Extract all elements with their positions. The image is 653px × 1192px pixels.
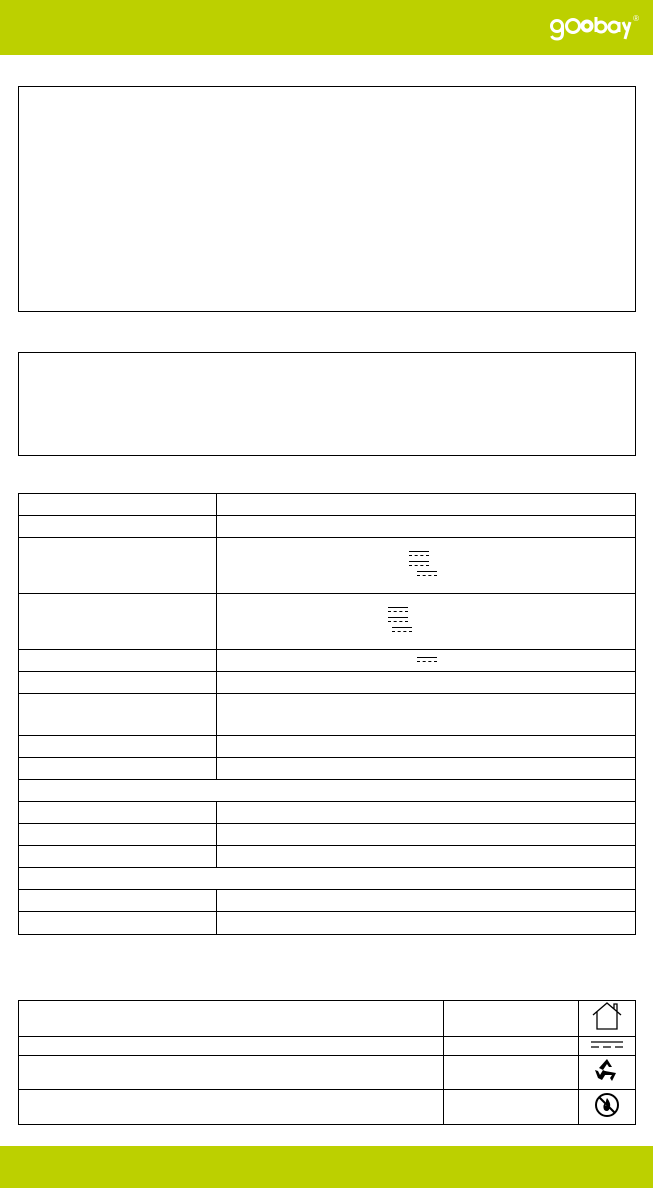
spec-row <box>19 694 636 736</box>
dc-symbol-icon <box>409 561 429 568</box>
registered-mark: ® <box>633 14 639 23</box>
spec-section-cell <box>19 868 636 890</box>
symbol-reference-cell <box>444 1056 579 1090</box>
spec-value-cell <box>217 890 636 912</box>
spec-label-cell <box>19 846 217 868</box>
symbol-description-cell <box>19 1037 444 1056</box>
symbol-icon-cell <box>579 1037 636 1056</box>
symbol-reference-cell <box>444 1037 579 1056</box>
spec-row <box>19 802 636 824</box>
symbol-description-cell <box>19 1056 444 1090</box>
spec-value-cell <box>217 672 636 694</box>
dc-symbol-icon <box>392 627 412 634</box>
spec-row <box>19 538 636 594</box>
spec-section-row <box>19 780 636 802</box>
goobay-logo-mark <box>549 14 633 42</box>
spec-label-cell <box>19 802 217 824</box>
symbol-description-cell <box>19 1090 444 1125</box>
spec-section-row <box>19 868 636 890</box>
spec-label-cell <box>19 494 217 516</box>
spec-value-cell <box>217 846 636 868</box>
spec-label-cell <box>19 650 217 672</box>
dc-symbol-icon <box>388 607 408 614</box>
text-box-middle <box>18 352 636 456</box>
spec-row <box>19 846 636 868</box>
spec-row <box>19 494 636 516</box>
spec-value-cell <box>217 824 636 846</box>
spec-label-cell <box>19 672 217 694</box>
spec-value-cell <box>217 516 636 538</box>
symbol-row <box>19 1090 636 1125</box>
spec-row <box>19 516 636 538</box>
spec-row <box>19 594 636 650</box>
symbol-reference-cell <box>444 1001 579 1037</box>
spec-label-cell <box>19 758 217 780</box>
spec-row <box>19 912 636 935</box>
house-icon <box>590 1001 624 1031</box>
symbol-row <box>19 1037 636 1056</box>
spec-value-cell <box>217 736 636 758</box>
spec-section-cell <box>19 780 636 802</box>
symbols-table <box>18 1000 636 1125</box>
top-brand-bar <box>0 0 653 55</box>
no-fire-icon <box>593 1091 621 1119</box>
symbol-row <box>19 1001 636 1037</box>
dc-symbol-icon <box>409 551 429 558</box>
spec-row <box>19 824 636 846</box>
dc-symbol-icon <box>388 617 408 624</box>
spec-row <box>19 890 636 912</box>
spec-value-cell <box>217 494 636 516</box>
text-box-top <box>18 86 636 312</box>
spec-value-cell <box>217 694 636 736</box>
symbol-row <box>19 1056 636 1090</box>
spec-label-cell <box>19 516 217 538</box>
symbol-description-cell <box>19 1001 444 1037</box>
spec-value-cell <box>217 594 636 650</box>
recycle-icon <box>593 1056 621 1084</box>
symbol-icon-cell <box>579 1056 636 1090</box>
spec-row <box>19 650 636 672</box>
spec-row <box>19 758 636 780</box>
specifications-table <box>18 493 636 935</box>
symbol-icon-cell <box>579 1090 636 1125</box>
spec-label-cell <box>19 736 217 758</box>
spec-row <box>19 672 636 694</box>
page-bottom-edge <box>0 1188 653 1192</box>
spec-label-cell <box>19 694 217 736</box>
dc-symbol-icon <box>589 1040 625 1050</box>
dc-symbol-icon <box>417 657 437 664</box>
symbol-icon-cell <box>579 1001 636 1037</box>
spec-value-cell <box>217 758 636 780</box>
spec-label-cell <box>19 912 217 935</box>
spec-value-cell <box>217 802 636 824</box>
spec-label-cell <box>19 890 217 912</box>
symbol-reference-cell <box>444 1090 579 1125</box>
spec-row <box>19 736 636 758</box>
spec-value-cell <box>217 912 636 935</box>
spec-label-cell <box>19 594 217 650</box>
goobay-logo <box>549 14 639 42</box>
bottom-brand-bar <box>0 1146 653 1188</box>
spec-label-cell <box>19 538 217 594</box>
spec-value-cell <box>217 538 636 594</box>
spec-value-cell <box>217 650 636 672</box>
dc-symbol-icon <box>417 571 437 578</box>
spec-label-cell <box>19 824 217 846</box>
